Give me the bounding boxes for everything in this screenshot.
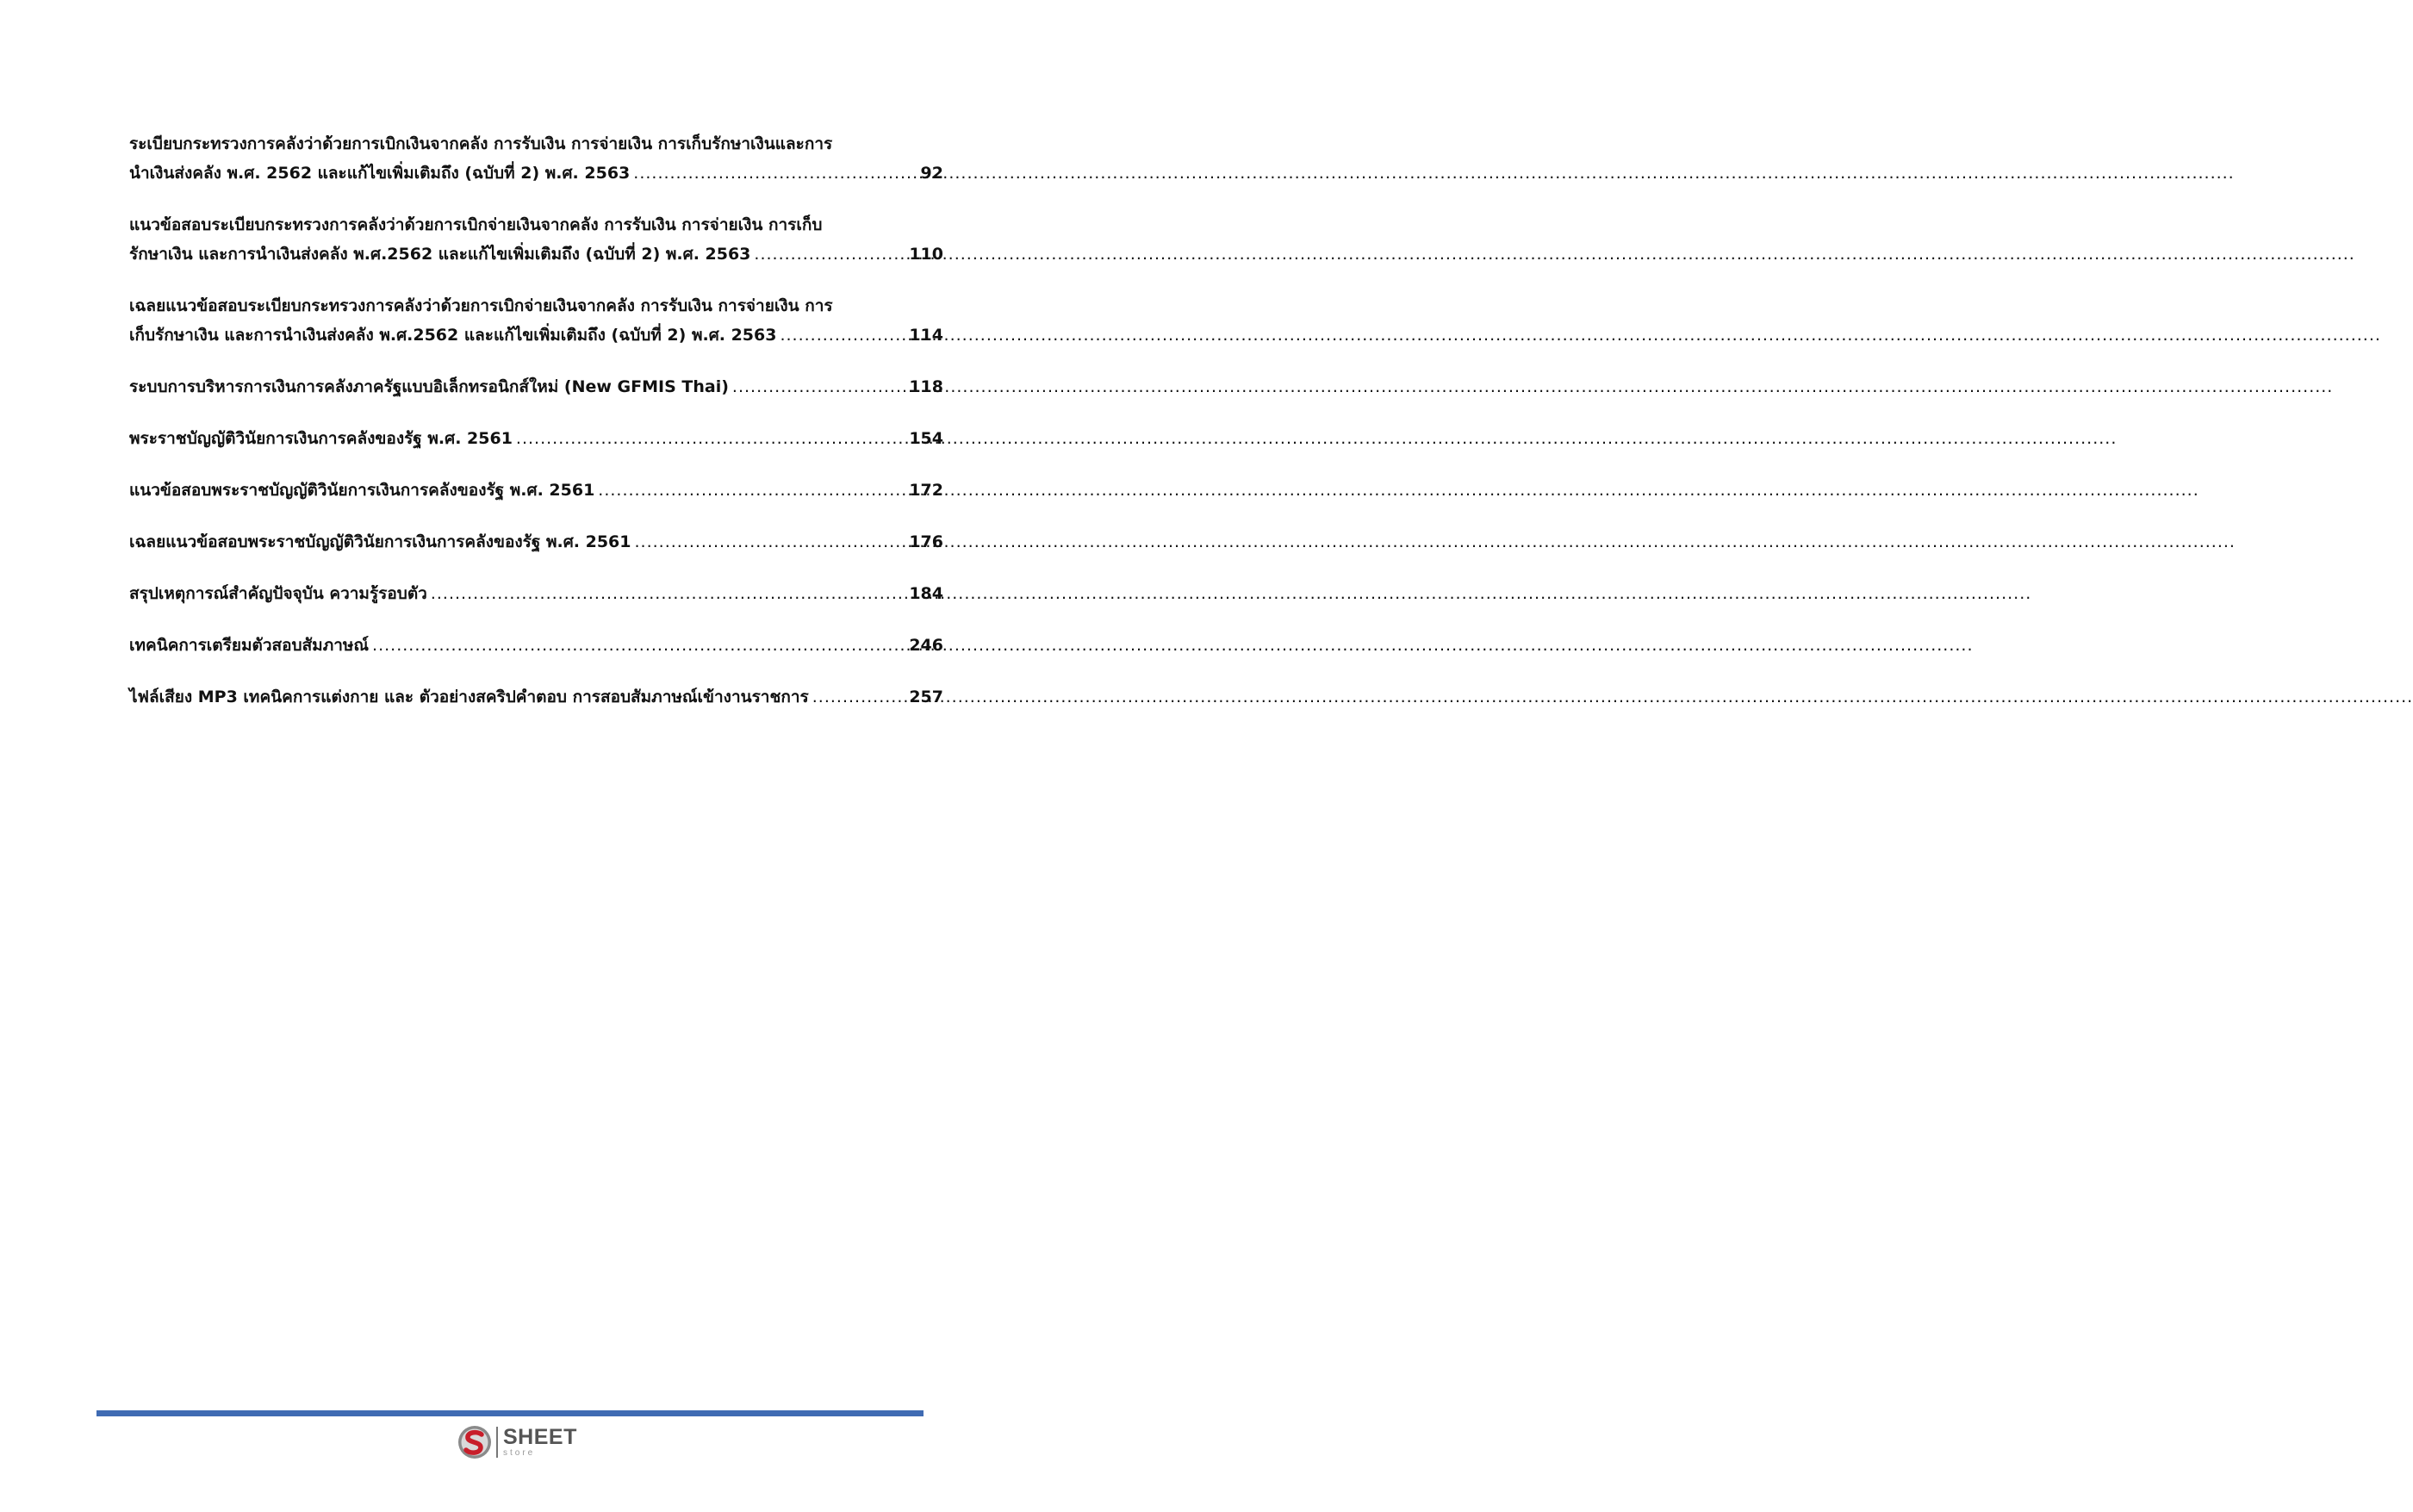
dot-leader xyxy=(516,424,905,453)
toc-page-number: 172 xyxy=(909,481,943,500)
table-of-contents xyxy=(129,129,943,734)
toc-entry-title: เทคนิคการเตรียมตัวสอบสัมภาษณ์ xyxy=(129,636,370,655)
toc-entry-title-line2: นำเงินส่งคลัง พ.ศ. 2562 และแก้ไขเพิ่มเติมถึง (ฉบับที่ 2) พ.ศ. 2563 xyxy=(129,164,631,183)
dot-leader xyxy=(598,476,905,505)
dot-leader xyxy=(431,579,905,608)
toc-entry-title-line2: เก็บรักษาเงิน และการนำเงินส่งคลัง พ.ศ.2562 และแก้ไขเพิ่มเติมถึง (ฉบับที่ 2) พ.ศ. 2563 xyxy=(129,326,777,345)
toc-entry[interactable] xyxy=(129,424,943,453)
toc-page-number: 92 xyxy=(920,164,943,183)
dot-leader xyxy=(633,159,917,188)
toc-entry-title-line1: แนวข้อสอบระเบียบกระทรวงการคลังว่าด้วยการเบิกจ่ายเงินจากคลัง การรับเงิน การจ่ายเงิน การเก็บ xyxy=(129,215,823,234)
dot-leader xyxy=(754,240,905,269)
footer-logo xyxy=(457,1423,577,1461)
toc-entry[interactable] xyxy=(129,129,943,188)
toc-entry[interactable] xyxy=(129,527,943,557)
toc-entry[interactable] xyxy=(129,210,943,269)
toc-entry[interactable] xyxy=(129,579,943,608)
toc-page-number: 114 xyxy=(909,326,943,345)
toc-entry-title-line2: รักษาเงิน และการนำเงินส่งคลัง พ.ศ.2562 และแก้ไขเพิ่มเติมถึง (ฉบับที่ 2) พ.ศ. 2563 xyxy=(129,245,751,264)
toc-entry-title: ระบบการบริหารการเงินการคลังภาครัฐแบบอิเล็กทรอนิกส์ใหม่ (New GFMIS Thai) xyxy=(129,377,729,396)
logo-word: SHEET xyxy=(503,1425,577,1449)
toc-entry[interactable] xyxy=(129,631,943,660)
toc-page-number: 246 xyxy=(909,636,943,655)
toc-entry-title-line1: ระเบียบกระทรวงการคลังว่าด้วยการเบิกเงินจากคลัง การรับเงิน การจ่ายเงิน การเก็บรักษาเงินและการ xyxy=(129,134,833,153)
toc-entry-title-line1: เฉลยแนวข้อสอบระเบียบกระทรวงการคลังว่าด้วยการเบิกจ่ายเงินจากคลัง การรับเงิน การจ่ายเงิน การ xyxy=(129,296,833,315)
toc-entry-title: เฉลยแนวข้อสอบพระราชบัญญัติวินัยการเงินการคลังของรัฐ พ.ศ. 2561 xyxy=(129,532,631,551)
dot-leader xyxy=(812,682,906,712)
toc-entry[interactable] xyxy=(129,682,943,712)
toc-page-number: 118 xyxy=(909,377,943,396)
toc-entry[interactable] xyxy=(129,476,943,505)
toc-page-number: 184 xyxy=(909,584,943,603)
toc-page-number: 176 xyxy=(909,532,943,551)
dot-leader xyxy=(635,527,906,557)
toc-entry-title: ไฟล์เสียง MP3 เทคนิคการแต่งกาย และ ตัวอย่างสคริปคำตอบ การสอบสัมภาษณ์เข้างานราชการ xyxy=(129,688,809,706)
sheet-store-s-logo-icon xyxy=(457,1424,493,1460)
toc-entry-title: พระราชบัญญัติวินัยการเงินการคลังของรัฐ พ.ศ. 2561 xyxy=(129,429,513,448)
footer-divider xyxy=(96,1410,924,1416)
toc-entry[interactable] xyxy=(129,291,943,350)
logo-divider xyxy=(496,1427,498,1458)
toc-entry-title: สรุปเหตุการณ์สำคัญปัจจุบัน ความรู้รอบตัว xyxy=(129,584,427,603)
dot-leader xyxy=(372,631,905,660)
toc-page-number: 257 xyxy=(909,688,943,706)
toc-entry[interactable] xyxy=(129,372,943,401)
dot-leader xyxy=(780,320,905,350)
logo-subword: store xyxy=(503,1448,536,1458)
toc-entry-title: แนวข้อสอบพระราชบัญญัติวินัยการเงินการคลังของรัฐ พ.ศ. 2561 xyxy=(129,481,595,500)
toc-page-number: 154 xyxy=(909,429,943,448)
dot-leader xyxy=(732,372,905,401)
logo-wordmark xyxy=(503,1427,577,1458)
toc-page-number: 110 xyxy=(909,245,943,264)
